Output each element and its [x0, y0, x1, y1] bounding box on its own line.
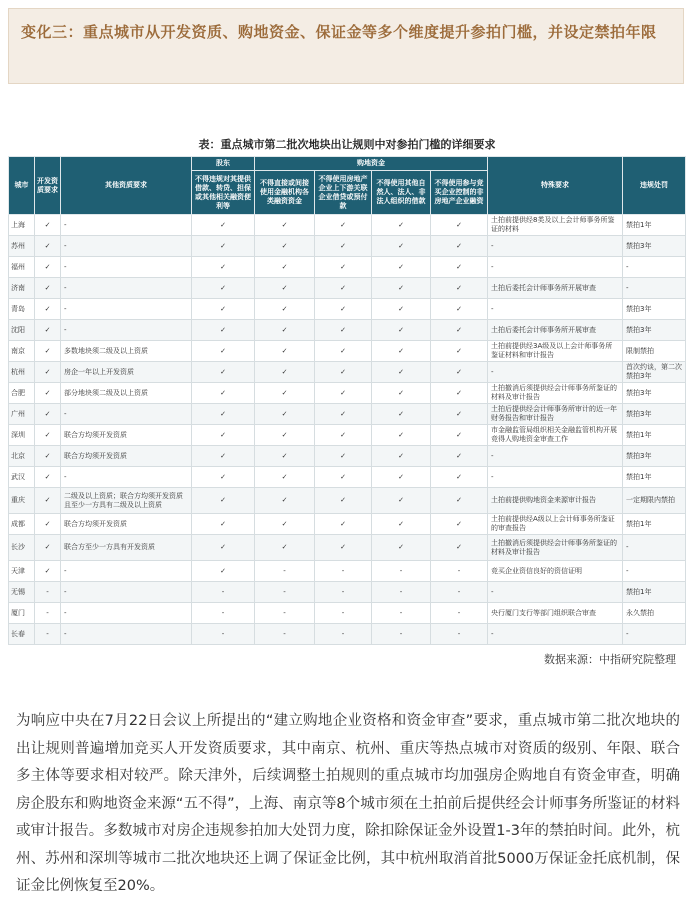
- cell-funds-3: -: [372, 582, 431, 603]
- cell-funds-4: ✓: [431, 215, 488, 236]
- cell-special: -: [488, 467, 623, 488]
- cell-city: 长春: [9, 624, 35, 645]
- cell-funds-3: -: [372, 603, 431, 624]
- cell-city: 南京: [9, 341, 35, 362]
- cell-dev: ✓: [35, 215, 61, 236]
- cell-shareholder: ✓: [192, 341, 255, 362]
- cell-penalty: 禁拍1年: [623, 514, 686, 535]
- cell-city: 青岛: [9, 299, 35, 320]
- cell-funds-4: ✓: [431, 341, 488, 362]
- cell-other: -: [61, 236, 192, 257]
- cell-city: 长沙: [9, 535, 35, 561]
- cell-other: -: [61, 404, 192, 425]
- cell-special: -: [488, 257, 623, 278]
- cell-funds-1: -: [255, 624, 315, 645]
- cell-funds-2: -: [315, 582, 372, 603]
- cell-other: -: [61, 215, 192, 236]
- table-row: [9, 236, 686, 257]
- cell-other: -: [61, 299, 192, 320]
- table-row: [9, 341, 686, 362]
- table-row: [9, 362, 686, 383]
- cell-shareholder: ✓: [192, 467, 255, 488]
- cell-funds-4: -: [431, 561, 488, 582]
- cell-funds-3: ✓: [372, 383, 431, 404]
- cell-shareholder: ✓: [192, 561, 255, 582]
- cell-dev: ✓: [35, 404, 61, 425]
- cell-funds-3: ✓: [372, 257, 431, 278]
- cell-shareholder: ✓: [192, 236, 255, 257]
- cell-funds-1: ✓: [255, 257, 315, 278]
- cell-other: -: [61, 278, 192, 299]
- cell-funds-3: ✓: [372, 535, 431, 561]
- cell-funds-2: ✓: [315, 215, 372, 236]
- cell-dev: ✓: [35, 488, 61, 514]
- cell-other: -: [61, 467, 192, 488]
- cell-funds-4: ✓: [431, 383, 488, 404]
- cell-special: 央行厦门支行等部门组织联合审查: [488, 603, 623, 624]
- cell-shareholder: ✓: [192, 362, 255, 383]
- cell-penalty: 禁拍3年: [623, 299, 686, 320]
- cell-funds-2: ✓: [315, 362, 372, 383]
- cell-dev: ✓: [35, 535, 61, 561]
- cell-funds-2: -: [315, 603, 372, 624]
- cell-penalty: 禁拍3年: [623, 404, 686, 425]
- cell-funds-2: ✓: [315, 404, 372, 425]
- cell-funds-4: ✓: [431, 446, 488, 467]
- cell-special: 市金融监管局组织相关金融监管机构开展竞得人购地资金审查工作: [488, 425, 623, 446]
- header-funds-group: 购地资金: [255, 157, 488, 171]
- cell-dev: ✓: [35, 446, 61, 467]
- table-row: [9, 425, 686, 446]
- cell-other: -: [61, 320, 192, 341]
- cell-special: 土拍前提供购地资金来源审计报告: [488, 488, 623, 514]
- cell-shareholder: ✓: [192, 320, 255, 341]
- table-row: [9, 624, 686, 645]
- cell-special: 竞买企业资信良好的资信证明: [488, 561, 623, 582]
- cell-funds-1: ✓: [255, 362, 315, 383]
- cell-penalty: -: [623, 257, 686, 278]
- cell-other: 联合方均须开发资质: [61, 425, 192, 446]
- cell-other: 联合方均须开发资质: [61, 446, 192, 467]
- cell-city: 厦门: [9, 603, 35, 624]
- cell-funds-4: ✓: [431, 488, 488, 514]
- cell-other: 多数地块须二级及以上资质: [61, 341, 192, 362]
- cell-city: 苏州: [9, 236, 35, 257]
- cell-shareholder: -: [192, 624, 255, 645]
- header-funds-4: 不得使用参与竞买企业控制的非房地产企业融资: [431, 171, 488, 215]
- cell-penalty: 永久禁拍: [623, 603, 686, 624]
- cell-penalty: -: [623, 561, 686, 582]
- cell-city: 上海: [9, 215, 35, 236]
- cell-city: 深圳: [9, 425, 35, 446]
- cell-funds-1: ✓: [255, 383, 315, 404]
- cell-shareholder: ✓: [192, 215, 255, 236]
- cell-dev: ✓: [35, 514, 61, 535]
- cell-city: 沈阳: [9, 320, 35, 341]
- cell-other: -: [61, 257, 192, 278]
- table-body: [9, 215, 686, 645]
- cell-city: 北京: [9, 446, 35, 467]
- cell-funds-2: ✓: [315, 236, 372, 257]
- cell-funds-4: ✓: [431, 236, 488, 257]
- cell-funds-3: ✓: [372, 236, 431, 257]
- cell-dev: ✓: [35, 320, 61, 341]
- cell-special: -: [488, 362, 623, 383]
- body-paragraph: 为响应中央在7月22日会议上所提出的“建立购地企业资格和资金审查”要求，重点城市第二批次地块的出让规则普遍增加竞买人开发资质要求，其中南京、杭州、重庆等热点城市对资质的级别、年限、联合多主体等要求相对较严。除天津外，后续调整土拍规则的重点城市均加强房企购地自有资金审查，明确房企股东和购地资金来源“五不得”，上海、南京等8个城市须在土拍前后提供经会计师事务所鉴证的材料或审计报告。多数城市对房企违规参拍加大处罚力度，除扣除保证金外设置1-3年的禁拍时间。此外，杭州、苏州和深圳等城市二批次地块还上调了保证金比例，其中杭州取消首批5000万保证金托底机制，保证金比例恢复至20%。: [16, 713, 680, 894]
- table-row: [9, 603, 686, 624]
- header-dev: 开发资质要求: [35, 157, 61, 215]
- cell-penalty: 禁拍3年: [623, 446, 686, 467]
- cell-penalty: 一定期限内禁拍: [623, 488, 686, 514]
- header-shareholder: 不得违规对其提供借款、转贷、担保或其他相关融资便利等: [192, 171, 255, 215]
- cell-special: 土拍后委托会计师事务所开展审查: [488, 278, 623, 299]
- cell-funds-4: -: [431, 582, 488, 603]
- cell-funds-4: ✓: [431, 362, 488, 383]
- cell-other: 房企一年以上开发资质: [61, 362, 192, 383]
- cell-city: 天津: [9, 561, 35, 582]
- cell-dev: ✓: [35, 236, 61, 257]
- table-row: [9, 257, 686, 278]
- cell-funds-4: ✓: [431, 257, 488, 278]
- cell-funds-1: ✓: [255, 535, 315, 561]
- cell-special: -: [488, 582, 623, 603]
- cell-funds-2: ✓: [315, 341, 372, 362]
- header-special: 特殊要求: [488, 157, 623, 215]
- cell-dev: ✓: [35, 383, 61, 404]
- cell-shareholder: -: [192, 582, 255, 603]
- cell-city: 武汉: [9, 467, 35, 488]
- table-row: [9, 514, 686, 535]
- cell-special: 土拍前提供经8类及以上会计师事务所鉴证的材料: [488, 215, 623, 236]
- cell-penalty: 首次约谈，第二次禁拍3年: [623, 362, 686, 383]
- cell-other: 部分地块须二级及以上资质: [61, 383, 192, 404]
- header-other: 其他资质要求: [61, 157, 192, 215]
- cell-shareholder: ✓: [192, 425, 255, 446]
- cell-funds-1: -: [255, 561, 315, 582]
- cell-penalty: 限制禁拍: [623, 341, 686, 362]
- cell-funds-1: ✓: [255, 467, 315, 488]
- cell-special: 土拍后委托会计师事务所开展审查: [488, 320, 623, 341]
- requirements-table: [8, 156, 686, 645]
- cell-funds-1: ✓: [255, 488, 315, 514]
- cell-special: 土拍前提供经3A级及以上会计师事务所鉴证材料和审计报告: [488, 341, 623, 362]
- cell-shareholder: -: [192, 603, 255, 624]
- cell-funds-3: ✓: [372, 299, 431, 320]
- cell-dev: ✓: [35, 467, 61, 488]
- table-row: [9, 488, 686, 514]
- cell-funds-1: ✓: [255, 215, 315, 236]
- cell-special: 土拍撤消后须提供经会计师事务所鉴证的材料及审计报告: [488, 535, 623, 561]
- cell-funds-3: ✓: [372, 320, 431, 341]
- cell-funds-4: ✓: [431, 320, 488, 341]
- cell-shareholder: ✓: [192, 278, 255, 299]
- table-row: [9, 299, 686, 320]
- data-source: 数据来源：中指研究院整理: [544, 653, 676, 666]
- cell-funds-2: -: [315, 624, 372, 645]
- cell-shareholder: ✓: [192, 446, 255, 467]
- cell-funds-3: ✓: [372, 215, 431, 236]
- cell-dev: ✓: [35, 278, 61, 299]
- cell-city: 合肥: [9, 383, 35, 404]
- cell-funds-3: ✓: [372, 278, 431, 299]
- cell-funds-2: ✓: [315, 467, 372, 488]
- cell-funds-2: ✓: [315, 535, 372, 561]
- cell-other: 联合方至少一方具有开发资质: [61, 535, 192, 561]
- cell-dev: ✓: [35, 425, 61, 446]
- cell-funds-3: ✓: [372, 341, 431, 362]
- banner-heading: 变化三：重点城市从开发资质、购地资金、保证金等多个维度提升参拍门槛，并设定禁拍年限: [21, 23, 657, 41]
- cell-funds-2: ✓: [315, 299, 372, 320]
- cell-dev: ✓: [35, 362, 61, 383]
- table-row: [9, 278, 686, 299]
- cell-other: -: [61, 582, 192, 603]
- cell-city: 济南: [9, 278, 35, 299]
- cell-city: 福州: [9, 257, 35, 278]
- cell-funds-1: ✓: [255, 514, 315, 535]
- cell-penalty: 禁拍1年: [623, 467, 686, 488]
- table-row: [9, 404, 686, 425]
- cell-funds-3: ✓: [372, 425, 431, 446]
- cell-city: 无锡: [9, 582, 35, 603]
- cell-funds-2: ✓: [315, 488, 372, 514]
- cell-funds-1: ✓: [255, 446, 315, 467]
- cell-funds-2: -: [315, 561, 372, 582]
- cell-funds-4: ✓: [431, 425, 488, 446]
- cell-city: 广州: [9, 404, 35, 425]
- cell-shareholder: ✓: [192, 514, 255, 535]
- cell-funds-2: ✓: [315, 320, 372, 341]
- cell-funds-2: ✓: [315, 257, 372, 278]
- cell-funds-3: -: [372, 624, 431, 645]
- cell-dev: -: [35, 624, 61, 645]
- cell-shareholder: ✓: [192, 257, 255, 278]
- cell-funds-4: ✓: [431, 467, 488, 488]
- cell-funds-1: ✓: [255, 299, 315, 320]
- cell-other: 联合方均须开发资质: [61, 514, 192, 535]
- table-row: [9, 467, 686, 488]
- cell-special: 土拍后提供经会计师事务所审计的近一年财务报告和审计报告: [488, 404, 623, 425]
- cell-city: 重庆: [9, 488, 35, 514]
- header-funds-3: 不得使用其他自然人、法人、非法人组织的借款: [372, 171, 431, 215]
- cell-dev: ✓: [35, 299, 61, 320]
- cell-funds-4: ✓: [431, 514, 488, 535]
- cell-penalty: 禁拍3年: [623, 236, 686, 257]
- cell-penalty: 禁拍1年: [623, 425, 686, 446]
- cell-funds-2: ✓: [315, 425, 372, 446]
- cell-penalty: -: [623, 535, 686, 561]
- cell-city: 杭州: [9, 362, 35, 383]
- cell-funds-1: ✓: [255, 320, 315, 341]
- cell-special: -: [488, 236, 623, 257]
- table-row: [9, 561, 686, 582]
- cell-funds-3: ✓: [372, 446, 431, 467]
- cell-funds-3: ✓: [372, 404, 431, 425]
- section-banner: [8, 8, 684, 84]
- cell-shareholder: ✓: [192, 488, 255, 514]
- cell-special: 土拍撤消后须提供经会计师事务所鉴证的材料及审计报告: [488, 383, 623, 404]
- cell-funds-2: ✓: [315, 514, 372, 535]
- cell-penalty: 禁拍1年: [623, 582, 686, 603]
- cell-funds-1: ✓: [255, 404, 315, 425]
- cell-shareholder: ✓: [192, 404, 255, 425]
- header-city: 城市: [9, 157, 35, 215]
- cell-funds-2: ✓: [315, 278, 372, 299]
- cell-funds-3: ✓: [372, 488, 431, 514]
- header-penalty: 违规处罚: [623, 157, 686, 215]
- cell-penalty: 禁拍3年: [623, 320, 686, 341]
- cell-penalty: -: [623, 624, 686, 645]
- cell-dev: ✓: [35, 561, 61, 582]
- cell-other: -: [61, 624, 192, 645]
- cell-shareholder: ✓: [192, 535, 255, 561]
- header-shareholder-group: 股东: [192, 157, 255, 171]
- cell-funds-1: ✓: [255, 341, 315, 362]
- cell-other: -: [61, 603, 192, 624]
- table-row: [9, 535, 686, 561]
- cell-other: 二级及以上资质；联合方均须开发资质且至少一方具有二级及以上资质: [61, 488, 192, 514]
- cell-funds-1: -: [255, 603, 315, 624]
- table-row: [9, 582, 686, 603]
- cell-other: -: [61, 561, 192, 582]
- cell-city: 成都: [9, 514, 35, 535]
- cell-funds-4: -: [431, 603, 488, 624]
- cell-funds-4: ✓: [431, 278, 488, 299]
- cell-dev: -: [35, 582, 61, 603]
- cell-funds-3: ✓: [372, 514, 431, 535]
- header-funds-1: 不得直接或间接使用金融机构各类融资资金: [255, 171, 315, 215]
- header-funds-2: 不得使用房地产企业上下游关联企业借贷或预付款: [315, 171, 372, 215]
- cell-penalty: -: [623, 278, 686, 299]
- cell-funds-1: -: [255, 582, 315, 603]
- table-row: [9, 215, 686, 236]
- cell-funds-4: -: [431, 624, 488, 645]
- cell-funds-3: -: [372, 561, 431, 582]
- cell-shareholder: ✓: [192, 383, 255, 404]
- cell-funds-3: ✓: [372, 467, 431, 488]
- cell-dev: -: [35, 603, 61, 624]
- table-row: [9, 383, 686, 404]
- table-row: [9, 446, 686, 467]
- cell-penalty: 禁拍3年: [623, 383, 686, 404]
- cell-funds-2: ✓: [315, 383, 372, 404]
- cell-special: -: [488, 446, 623, 467]
- cell-funds-2: ✓: [315, 446, 372, 467]
- cell-funds-1: ✓: [255, 425, 315, 446]
- table-row: [9, 320, 686, 341]
- table-title: 表：重点城市第二批次地块出让规则中对参拍门槛的详细要求: [198, 138, 496, 151]
- cell-funds-1: ✓: [255, 236, 315, 257]
- cell-funds-4: ✓: [431, 404, 488, 425]
- cell-dev: ✓: [35, 257, 61, 278]
- cell-penalty: 禁拍1年: [623, 215, 686, 236]
- cell-funds-4: ✓: [431, 299, 488, 320]
- cell-funds-4: ✓: [431, 535, 488, 561]
- cell-funds-3: ✓: [372, 362, 431, 383]
- cell-shareholder: ✓: [192, 299, 255, 320]
- cell-dev: ✓: [35, 341, 61, 362]
- cell-special: 土拍前提供经A级以上会计师事务所鉴证的审查报告: [488, 514, 623, 535]
- cell-funds-1: ✓: [255, 278, 315, 299]
- cell-special: -: [488, 299, 623, 320]
- cell-special: -: [488, 624, 623, 645]
